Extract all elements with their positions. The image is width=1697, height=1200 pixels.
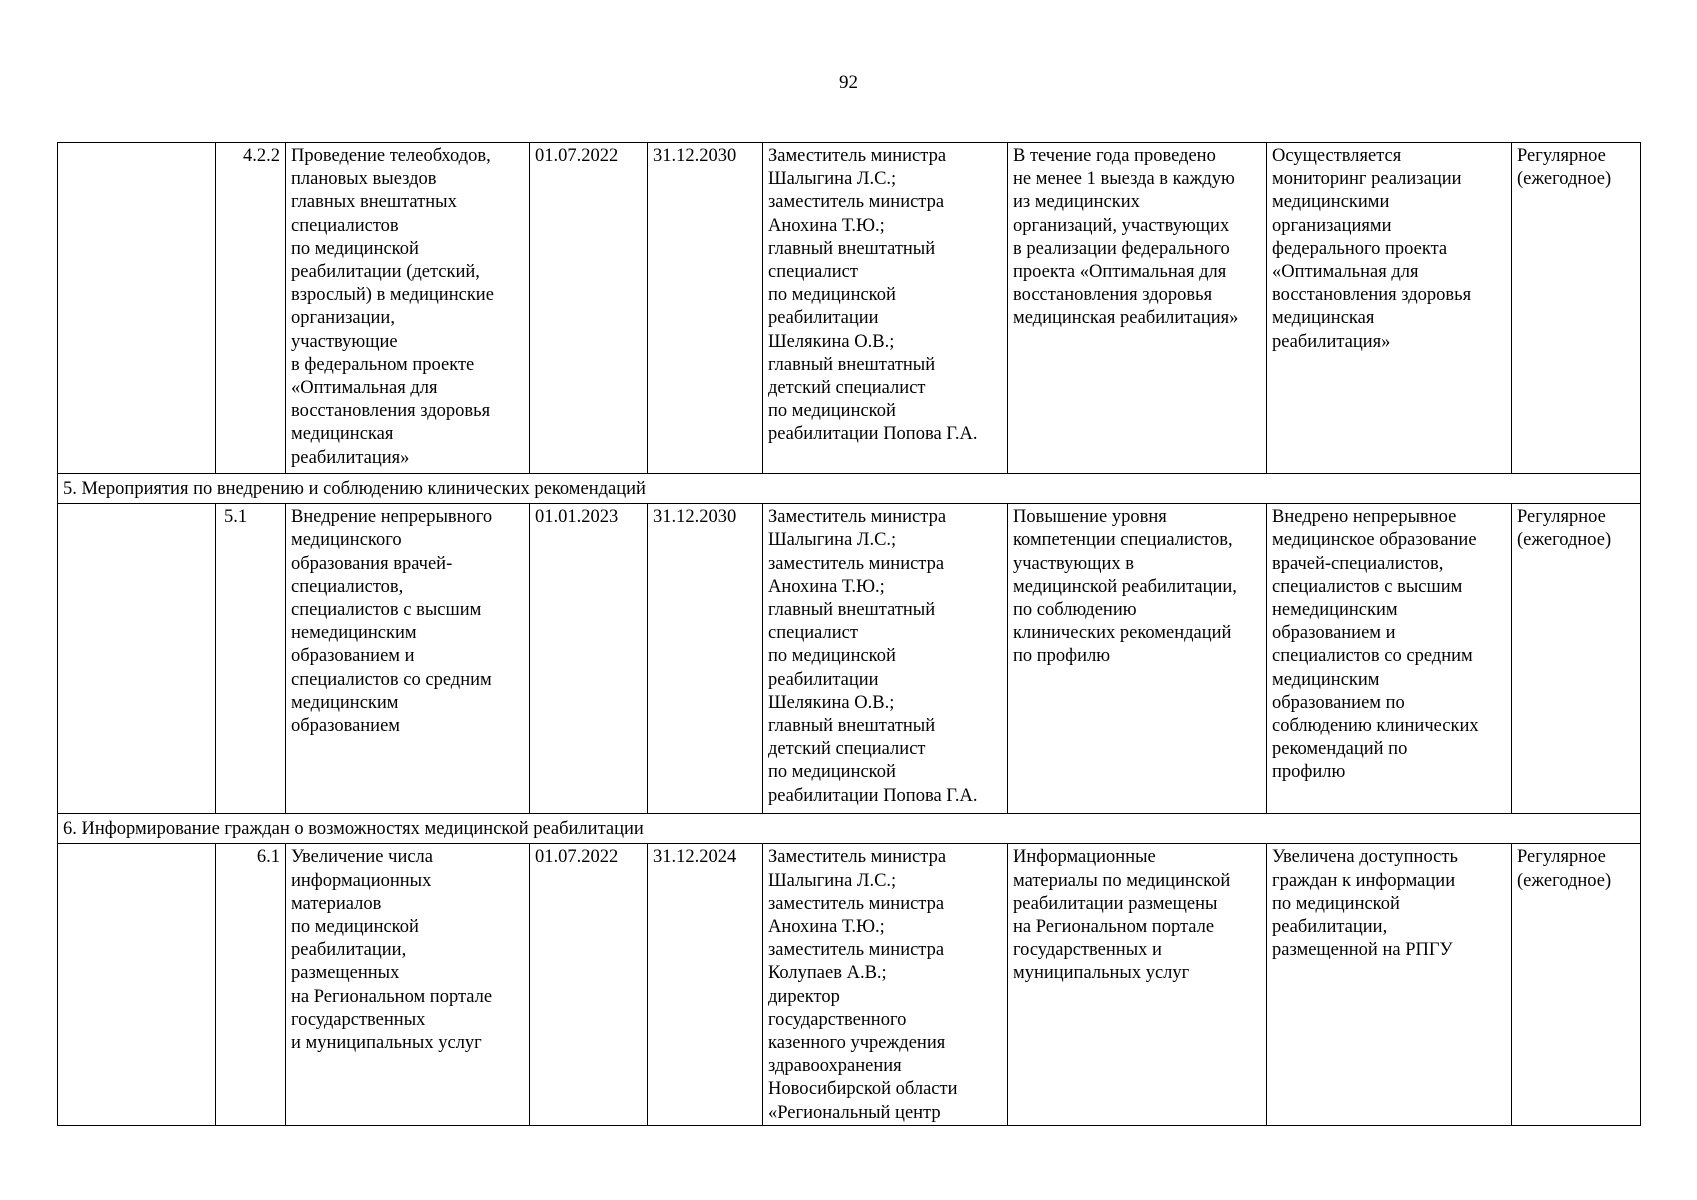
empty-cell (58, 143, 216, 474)
table-row (58, 143, 1641, 474)
activity-cell: Внедрение непрерывного медицинского образования врачей- специалистов, специалистов с высшим немедицинским образованием и специалистов со средним медицинским образованием (286, 504, 530, 814)
control-cell: Внедрено непрерывное медицинское образование врачей-специалистов, специалистов с высшим немедицинским образованием и специалистов со средним медицинским образованием по соблюдению клинических рекомендаций по профилю (1267, 504, 1512, 814)
responsible-cell: Заместитель министра Шалыгина Л.С.; заместитель министра Анохина Т.Ю.; главный внештатный специалист по медицинской реабилитации Шелякина О.В.; главный внештатный детский специалист по медицинской реабилитации Попова Г.А. (763, 143, 1008, 474)
start-date-cell: 01.07.2022 (530, 143, 648, 474)
end-date-cell: 31.12.2024 (648, 844, 763, 1125)
responsible-cell: Заместитель министра Шалыгина Л.С.; заместитель министра Анохина Т.Ю.; главный внештатный специалист по медицинской реабилитации Шелякина О.В.; главный внештатный детский специалист по медицинской реабилитации Попова Г.А. (763, 504, 1008, 814)
end-date-cell: 31.12.2030 (648, 504, 763, 814)
table-row (58, 504, 1641, 814)
empty-cell (58, 504, 216, 814)
item-number: 4.2.2 (216, 143, 286, 474)
control-cell: Увеличена доступность граждан к информации по медицинской реабилитации, размещенной на РПГУ (1267, 844, 1512, 1125)
section-title: 5. Мероприятия по внедрению и соблюдению клинических рекомендаций (58, 474, 1641, 504)
table-row (58, 844, 1641, 1125)
end-date-cell: 31.12.2030 (648, 143, 763, 474)
control-cell: Осуществляется мониторинг реализации медицинскими организациями федерального проекта «Оптимальная для восстановления здоровья медицинская реабилитация» (1267, 143, 1512, 474)
section-header-row (58, 814, 1641, 844)
page-number: 92 (839, 72, 858, 93)
activity-cell: Увеличение числа информационных материалов по медицинской реабилитации, размещенных на Региональном портале государственных и муниципальных услуг (286, 844, 530, 1125)
start-date-cell: 01.07.2022 (530, 844, 648, 1125)
section-header-row (58, 474, 1641, 504)
frequency-cell: Регулярное (ежегодное) (1512, 143, 1641, 474)
result-cell: Информационные материалы по медицинской реабилитации размещены на Региональном портале государственных и муниципальных услуг (1008, 844, 1267, 1125)
responsible-cell: Заместитель министра Шалыгина Л.С.; заместитель министра Анохина Т.Ю.; заместитель министра Колупаев А.В.; директор государственного казенного учреждения здравоохранения Новосибирской области «Региональный центр (763, 844, 1008, 1125)
result-cell: В течение года проведено не менее 1 выезда в каждую из медицинских организаций, участвующих в реализации федерального проекта «Оптимальная для восстановления здоровья медицинская реабилитация» (1008, 143, 1267, 474)
empty-cell (58, 844, 216, 1125)
item-number: 5.1 (216, 504, 286, 814)
activity-cell: Проведение телеобходов, плановых выездов главных внештатных специалистов по медицинской реабилитации (детский, взрослый) в медицинские организации, участвующие в федеральном проекте «Оптимальная для восстановления здоровья медицинская реабилитация» (286, 143, 530, 474)
frequency-cell: Регулярное (ежегодное) (1512, 504, 1641, 814)
activities-table (57, 142, 1641, 1126)
result-cell: Повышение уровня компетенции специалистов, участвующих в медицинской реабилитации, по соблюдению клинических рекомендаций по профилю (1008, 504, 1267, 814)
start-date-cell: 01.01.2023 (530, 504, 648, 814)
frequency-cell: Регулярное (ежегодное) (1512, 844, 1641, 1125)
item-number: 6.1 (216, 844, 286, 1125)
section-title: 6. Информирование граждан о возможностях медицинской реабилитации (58, 814, 1641, 844)
